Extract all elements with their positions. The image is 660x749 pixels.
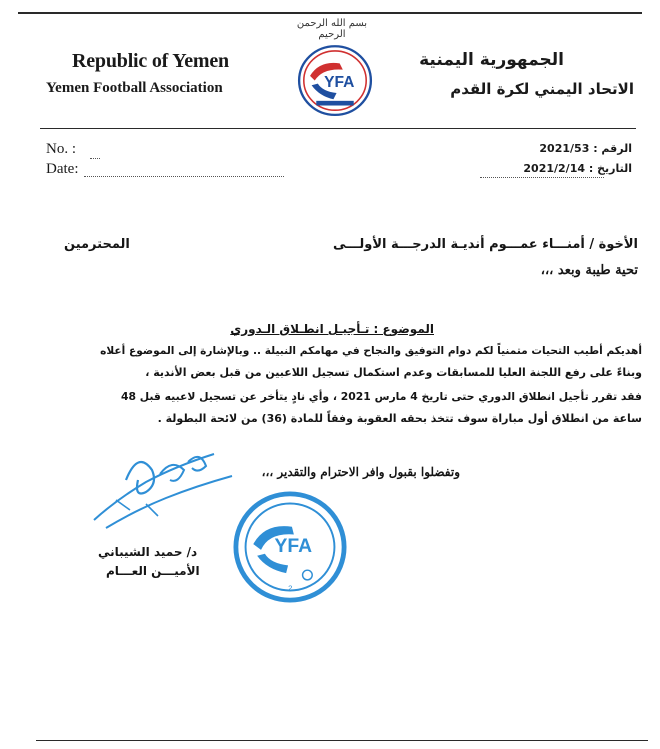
reference-number: الرقم : 2021/53 (539, 142, 632, 155)
ar-date-dotline (480, 177, 604, 178)
recipient-line: الأخوة / أمنـــاء عمـــوم أنديـة الدرجـــة الأولـــى (332, 237, 638, 252)
official-stamp (232, 490, 348, 604)
bottom-border-line (36, 740, 648, 741)
date-dotline (84, 176, 284, 177)
yfa-logo (296, 40, 374, 118)
closing-line: وتفضلوا بقبول وافر الاحترام والتقدير ،،، (261, 465, 460, 479)
body-line-3: فقد تقرر تأجيل انطلاق الدوري حتى تاريخ 4 مارس 2021 ، وأي نادٍ يتأخر عن تسجيل لاعبيه قبل 48 (120, 390, 642, 403)
signatory-title: الأميـــن العـــام (106, 564, 200, 578)
header-ar-subtitle: الاتحاد اليمني لكرة القدم (450, 80, 634, 98)
letter-date: التاريخ : 2021/2/14 (523, 162, 632, 175)
top-border-line (18, 12, 642, 14)
stamp-text: YFA (274, 535, 313, 557)
number-label: No. : (46, 141, 76, 157)
header-divider (40, 128, 636, 129)
basmala-calligraphy: بسم الله الرحمن الرحيم (296, 18, 368, 40)
signatory-name: د/ حميد الشيباني (98, 545, 198, 559)
number-dotline (90, 158, 100, 159)
greeting-line: تحية طيبة وبعد ،،، (540, 263, 638, 278)
subject-line: الموضوع : تـأجيـل انطـلاق الـدوري (230, 322, 434, 336)
date-label: Date: (46, 161, 79, 177)
recipient-honorific: المحترمين (64, 237, 130, 252)
header-en-subtitle: Yemen Football Association (46, 80, 223, 96)
body-line-1: أهديكم أطيب التحيات متمنياً لكم دوام التوفيق والنجاح في مهامكم النبيلة .. وبالإشارة إلى الموضوع أعلاه (100, 345, 642, 357)
body-line-4: ساعة من انطلاق أول مباراة سوف تتخذ بحقه العقوبة وفقاً للمادة (36) من لائحة البطولة . (157, 412, 642, 425)
handwritten-signature (86, 440, 236, 535)
logo-text: YFA (324, 73, 355, 91)
stamp-number: 2 (288, 583, 293, 593)
header-en-title: Republic of Yemen (72, 50, 229, 72)
body-line-2: وبناءً على رفع اللجنة العليا للمسابقات وعدم استكمال تسجيل اللاعبين من قبل بعض الأندية ، (145, 366, 642, 379)
header-ar-title: الجمهورية اليمنية (419, 50, 564, 70)
